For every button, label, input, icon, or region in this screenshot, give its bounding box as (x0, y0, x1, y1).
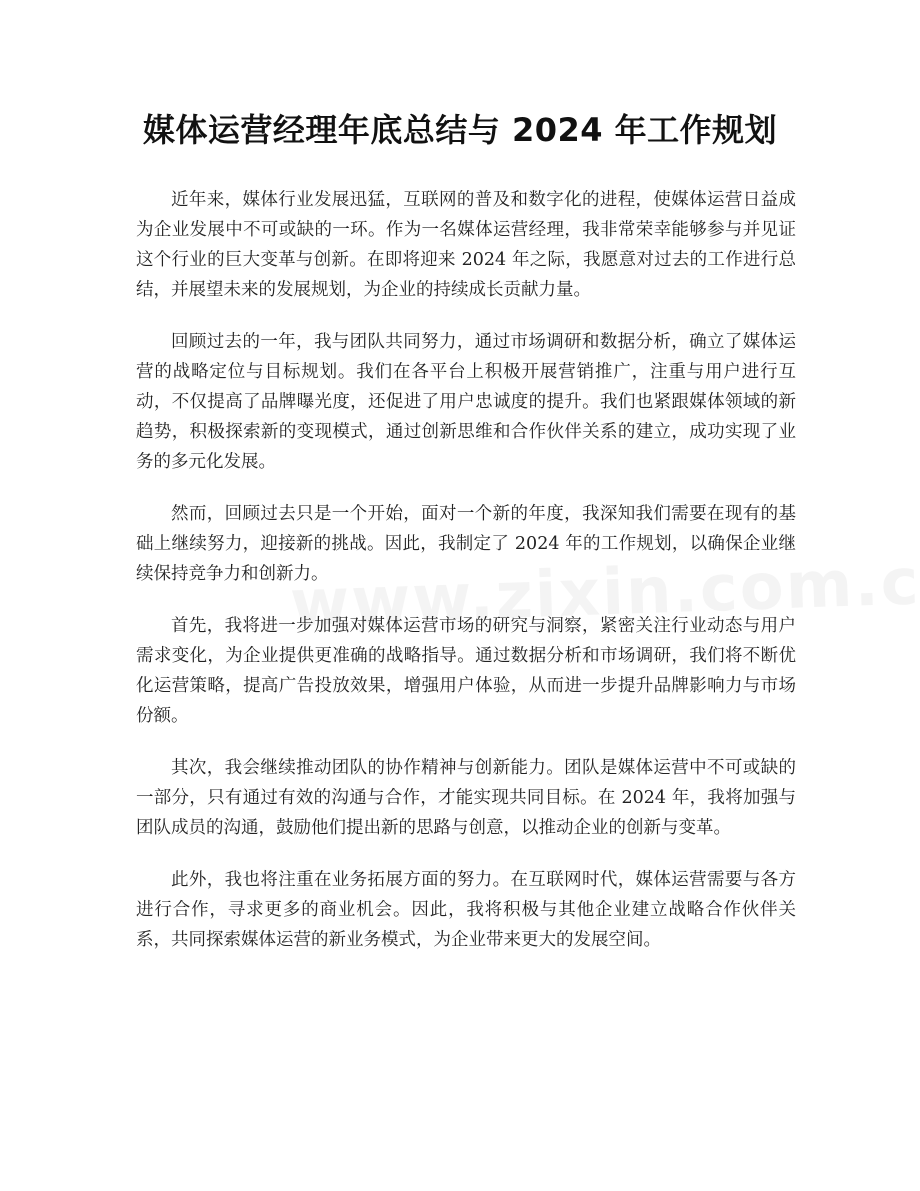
paragraph-intro: 近年来，媒体行业发展迅猛，互联网的普及和数字化的进程，使媒体运营日益成为企业发展中不可或缺的一环。作为一名媒体运营经理，我非常荣幸能够参与并见证这个行业的巨大变革与创新。在即将迎来 2024 年之际，我愿意对过去的工作进行总结，并展望未来的发展规划，为企业的持续成长贡献力量。 (136, 190, 796, 300)
document-body (136, 185, 796, 977)
document-title: 媒体运营经理年底总结与 2024 年工作规划 (142, 111, 778, 149)
paragraph-second-plan: 其次，我会继续推动团队的协作精神与创新能力。团队是媒体运营中不可或缺的一部分，只有通过有效的沟通与合作，才能实现共同目标。在 2024 年，我将加强与团队成员的沟通，鼓励他们提出新的思路与创意，以推动企业的创新与变革。 (136, 758, 796, 838)
paragraph-third-plan: 此外，我也将注重在业务拓展方面的努力。在互联网时代，媒体运营需要与各方进行合作，寻求更多的商业机会。因此，我将积极与其他企业建立战略合作伙伴关系，共同探索媒体运营的新业务模式，为企业带来更大的发展空间。 (136, 870, 796, 950)
paragraph-first-plan: 首先，我将进一步加强对媒体运营市场的研究与洞察，紧密关注行业动态与用户需求变化，为企业提供更准确的战略指导。通过数据分析和市场调研，我们将不断优化运营策略，提高广告投放效果，增强用户体验，从而进一步提升品牌影响力与市场份额。 (136, 616, 796, 726)
paragraph-transition: 然而，回顾过去只是一个开始，面对一个新的年度，我深知我们需要在现有的基础上继续努力，迎接新的挑战。因此，我制定了 2024 年的工作规划，以确保企业继续保持竞争力和创新力。 (136, 504, 796, 584)
paragraph-review: 回顾过去的一年，我与团队共同努力，通过市场调研和数据分析，确立了媒体运营的战略定位与目标规划。我们在各平台上积极开展营销推广，注重与用户进行互动，不仅提高了品牌曝光度，还促进了用户忠诚度的提升。我们也紧跟媒体领域的新趋势，积极探索新的变现模式，通过创新思维和合作伙伴关系的建立，成功实现了业务的多元化发展。 (136, 332, 796, 472)
